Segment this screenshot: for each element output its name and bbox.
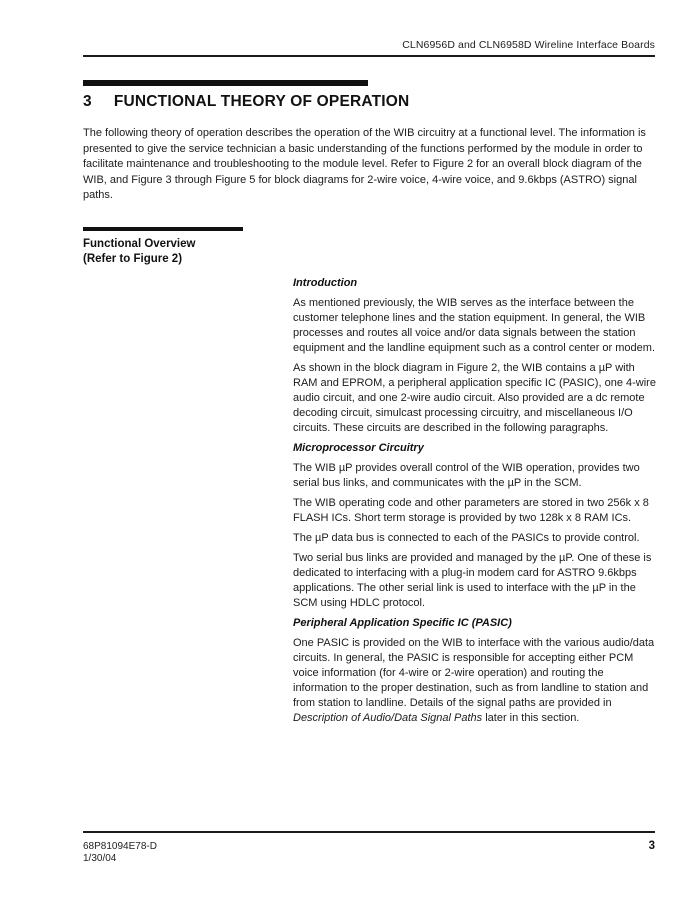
footer-rule xyxy=(83,831,655,833)
section-number: 3 xyxy=(83,93,92,110)
paragraph: As mentioned previously, the WIB serves as the interface between the customer telephone lines and the station equipment. In general, the WIB processes and routes all voice and/or data signals between the station equipment and the landline equipment such as a control center or modem. xyxy=(293,297,655,354)
section-title xyxy=(83,93,409,111)
section-title-text: FUNCTIONAL THEORY OF OPERATION xyxy=(113,93,410,110)
paragraph: The µP data bus is connected to each of the PASICs to provide control. xyxy=(293,532,640,544)
content-column xyxy=(293,274,661,726)
paragraph: The WIB operating code and other parameters are stored in two 256k x 8 FLASH ICs. Short term storage is provided by two 128k x 8 RAM ICs. xyxy=(293,497,649,524)
footer-page-number: 3 xyxy=(648,840,655,852)
running-header-title: CLN6956D and CLN6958D Wireline Interface Boards xyxy=(402,39,655,51)
paragraph: The WIB µP provides overall control of the WIB operation, provides two serial bus links, and communicates with the µP in the SCM. xyxy=(293,462,640,489)
footer-doc-block xyxy=(83,841,157,864)
section-title-bar xyxy=(83,80,368,86)
header-rule xyxy=(83,55,655,57)
sidebar-heading-line2: (Refer to Figure 2) xyxy=(83,253,183,265)
subsection-heading-introduction: Introduction xyxy=(293,277,358,289)
footer-date: 1/30/04 xyxy=(83,852,117,864)
subsection-heading-microprocessor-circuitry: Microprocessor Circuitry xyxy=(293,442,424,454)
paragraph: As shown in the block diagram in Figure 2, the WIB contains a µP with RAM and EPROM, a peripheral application specific IC (PASIC), one 4-wire audio circuit, and one 2-wire audio circuit. Also provided are a dc remote decoding circuit, simulcast processing circuitry, and miscellaneous I/O circuits. These circuits are described in the following paragraphs. xyxy=(293,362,656,434)
paragraph: Two serial bus links are provided and managed by the µP. One of these is dedicated to interfacing with a plug-in modem card for ASTRO 9.6kbps applications. The other serial link is used to interface with the µP in the SCM using HDLC protocol. xyxy=(293,552,652,609)
intro-paragraph: The following theory of operation describes the operation of the WIB circuitry at a functional level. The information is presented to give the service technician a basic understanding of the functions performed by the module in order to facilitate maintenance and troubleshooting to the module level. Refer to Figure 2 for an overall block diagram of the WIB, and Figure 3 through Figure 5 for block diagrams for 2-wire voice, 4-wire voice, and 9.6kbps (ASTRO) signal paths. xyxy=(83,127,646,202)
sidebar-heading xyxy=(83,237,273,267)
paragraph-italic-reference: Description of Audio/Data Signal Paths xyxy=(293,712,483,724)
sidebar-heading-bar xyxy=(83,227,243,231)
paragraph-text: later in this section. xyxy=(482,712,580,724)
paragraph xyxy=(293,636,661,726)
subsection-heading-pasic: Peripheral Application Specific IC (PASIC) xyxy=(293,617,512,629)
sidebar-heading-line1: Functional Overview xyxy=(83,238,196,250)
footer-doc-number: 68P81094E78-D xyxy=(83,841,157,852)
paragraph-text: One PASIC is provided on the WIB to interface with the various audio/data circuits. In general, the PASIC is responsible for accepting either PCM voice information (for 4-wire or 2-wire operation) and routing the information to the proper destination, such as from landline to station and from station to landline. Details of the signal paths are provided in xyxy=(293,637,655,709)
